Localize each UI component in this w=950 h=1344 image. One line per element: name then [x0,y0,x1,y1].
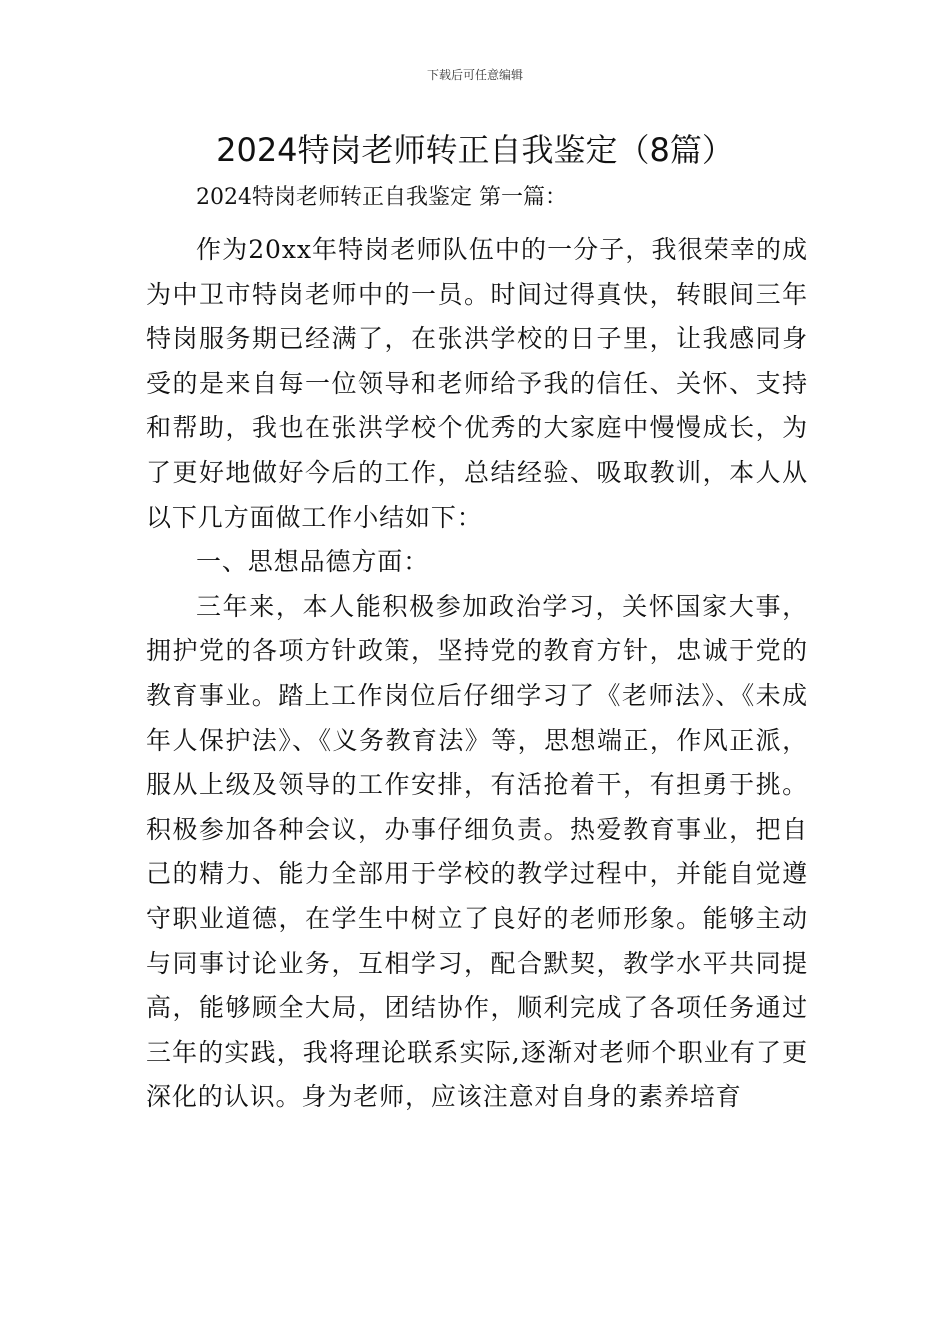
paragraph-ideology: 三年来，本人能积极参加政治学习，关怀国家大事，拥护党的各项方针政策，坚持党的教育方针，忠诚于党的教育事业。踏上工作岗位后仔细学习了《老师法》、《未成年人保护法》、《义务教育法》等，思想端正，作风正派，服从上级及领导的工作安排，有活抢着干，有担勇于挑。积极参加各种会议，办事仔细负责。热爱教育事业，把自己的精力、能力全部用于学校的教学过程中，并能自觉遵守职业道德，在学生中树立了良好的老师形象。能够主动与同事讨论业务，互相学习，配合默契，教学水平共同提高，能够顾全大局，团结协作，顺利完成了各项任务通过三年的实践，我将理论联系实际,逐渐对老师个职业有了更深化的认识。身为老师，应该注意对自身的素养培育 [146,591,808,1112]
document-body [146,228,808,1120]
header-note: 下载后可任意编辑 [426,68,523,82]
section-heading-ideology: 一、思想品德方面： [196,547,430,577]
document-subtitle: 2024特岗老师转正自我鉴定 第一篇： [196,185,567,210]
document-title: 2024特岗老师转正自我鉴定（8篇） [216,131,734,169]
paragraph-intro: 作为20xx年特岗老师队伍中的一分子，我很荣幸的成为中卫市特岗老师中的一员。时间过得真快，转眼间三年特岗服务期已经满了，在张洪学校的日子里，让我感同身受的是来自每一位领导和老师给予我的信任、关怀、支持和帮助，我也在张洪学校个优秀的大家庭中慢慢成长，为了更好地做好今后的工作，总结经验、吸取教训，本人从以下几方面做工作小结如下： [146,235,808,532]
